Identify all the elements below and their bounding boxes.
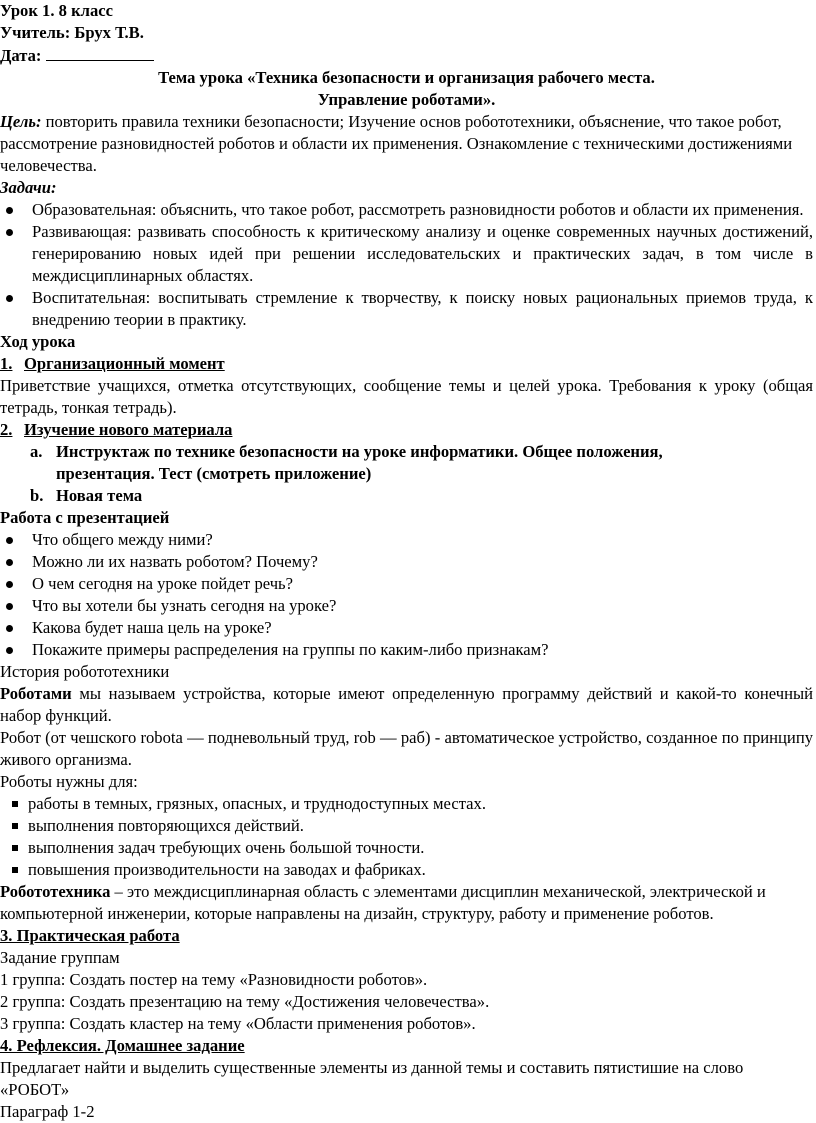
teacher-line: Учитель: Брух Т.В. — [0, 23, 144, 42]
group-3-task: 3 группа: Создать кластер на тему «Области применения роботов». — [0, 1014, 476, 1033]
section-4-title: 4. Рефлексия. Домашнее задание — [0, 1036, 245, 1055]
date-blank — [46, 44, 154, 61]
list-item: выполнения повторяющихся действий. — [0, 815, 813, 837]
section-4-text: Предлагает найти и выделить существенные элементы из данной темы и составить пятистишие на слово «РОБОТ» — [0, 1058, 744, 1099]
subsection-b-letter: b. — [30, 486, 44, 505]
list-item: Можно ли их назвать роботом? Почему? — [0, 551, 813, 573]
goal-label: Цель: — [0, 112, 42, 131]
lesson-line: Урок 1. 8 класс — [0, 1, 113, 20]
robot-origin: Робот (от чешского robota — подневольный труд, rob — раб) - автоматическое устройство, созданное по принципу живого организма. — [0, 728, 813, 769]
robots-def-text: мы называем устройства, которые имеют определенную программу действий и какой-то конечный набор функций. — [0, 684, 813, 725]
list-item: Воспитательная: воспитывать стремление к творчеству, к поиску новых рациональных приемов труда, к внедрению теории в практику. — [0, 287, 813, 331]
group-1-task: 1 группа: Создать постер на тему «Разновидности роботов». — [0, 970, 428, 989]
list-item: О чем сегодня на уроке пойдет речь? — [0, 573, 813, 595]
list-item: работы в темных, грязных, опасных, и труднодоступных местах. — [0, 793, 813, 815]
section-1-number: 1. — [0, 354, 13, 373]
homework-paragraph: Параграф 1-2 — [0, 1102, 95, 1121]
section-2-heading — [0, 419, 813, 441]
subsection-a-letter: a. — [30, 442, 43, 461]
section-1-heading — [0, 353, 813, 375]
goal-text: повторить правила техники безопасности; Изучение основ робототехники, объяснение, что такое робот, рассмотрение разновидностей роботов и области их применения. Ознакомление с техническими достижениями человечества. — [0, 112, 793, 175]
subsection-a — [0, 441, 813, 485]
list-item: Какова будет наша цель на уроке? — [0, 617, 813, 639]
questions-list — [0, 529, 813, 661]
robots-term: Роботами — [0, 684, 72, 703]
robotics-term: Робототехника — [0, 882, 111, 901]
robots-definition — [0, 683, 813, 727]
list-item: Развивающая: развивать способность к критическому анализу и оценке современных научных достижений, генерированию новых идей при решении исследовательских и практических задач, в том числе в междисциплинарных областях. — [0, 221, 813, 287]
presentation-heading: Работа с презентацией — [0, 508, 170, 527]
section-1-title: Организационный момент — [24, 354, 225, 373]
goal-paragraph — [0, 111, 813, 177]
course-heading: Ход урока — [0, 332, 76, 351]
date-label: Дата: — [0, 46, 42, 65]
title-line-2: Управление роботами». — [317, 90, 496, 109]
tasks-label: Задачи: — [0, 178, 57, 197]
list-item: Покажите примеры распределения на группы по каким-либо признакам? — [0, 639, 813, 661]
section-2-number: 2. — [0, 420, 13, 439]
section-2-title: Изучение нового материала — [24, 420, 233, 439]
section-1-text: Приветствие учащихся, отметка отсутствующих, сообщение темы и целей урока. Требования к уроку (общая тетрадь, тонкая тетрадь). — [0, 376, 813, 417]
list-item: Что общего между ними? — [0, 529, 813, 551]
subsection-b-text: Новая тема — [56, 486, 143, 505]
history-heading: История робототехники — [0, 662, 170, 681]
section-3-intro: Задание группам — [0, 948, 120, 967]
list-item: Образовательная: объяснить, что такое робот, рассмотреть разновидности роботов и области их применения. — [0, 199, 813, 221]
robotics-definition — [0, 881, 813, 925]
tasks-list — [0, 199, 813, 331]
section-3-title: 3. Практическая работа — [0, 926, 180, 945]
needs-list — [0, 793, 813, 881]
group-2-task: 2 группа: Создать презентацию на тему «Достижения человечества». — [0, 992, 490, 1011]
subsection-a-text: Инструктаж по технике безопасности на уроке информатики. Общее положения, презентация. Тест (смотреть приложение) — [56, 442, 663, 483]
list-item: повышения производительности на заводах и фабриках. — [0, 859, 813, 881]
date-line — [0, 44, 813, 67]
robotics-def-text: – это междисциплинарная область с элементами дисциплин механической, электрической и компьютерной инженерии, которые направлены на дизайн, структуру, работу и применение роботов. — [0, 882, 766, 923]
title-line-1: Тема урока «Техника безопасности и организация рабочего места. — [158, 68, 655, 87]
list-item: Что вы хотели бы узнать сегодня на уроке? — [0, 595, 813, 617]
robots-needed-for: Роботы нужны для: — [0, 772, 138, 791]
list-item: выполнения задач требующих очень большой точности. — [0, 837, 813, 859]
subsection-b — [0, 485, 813, 507]
